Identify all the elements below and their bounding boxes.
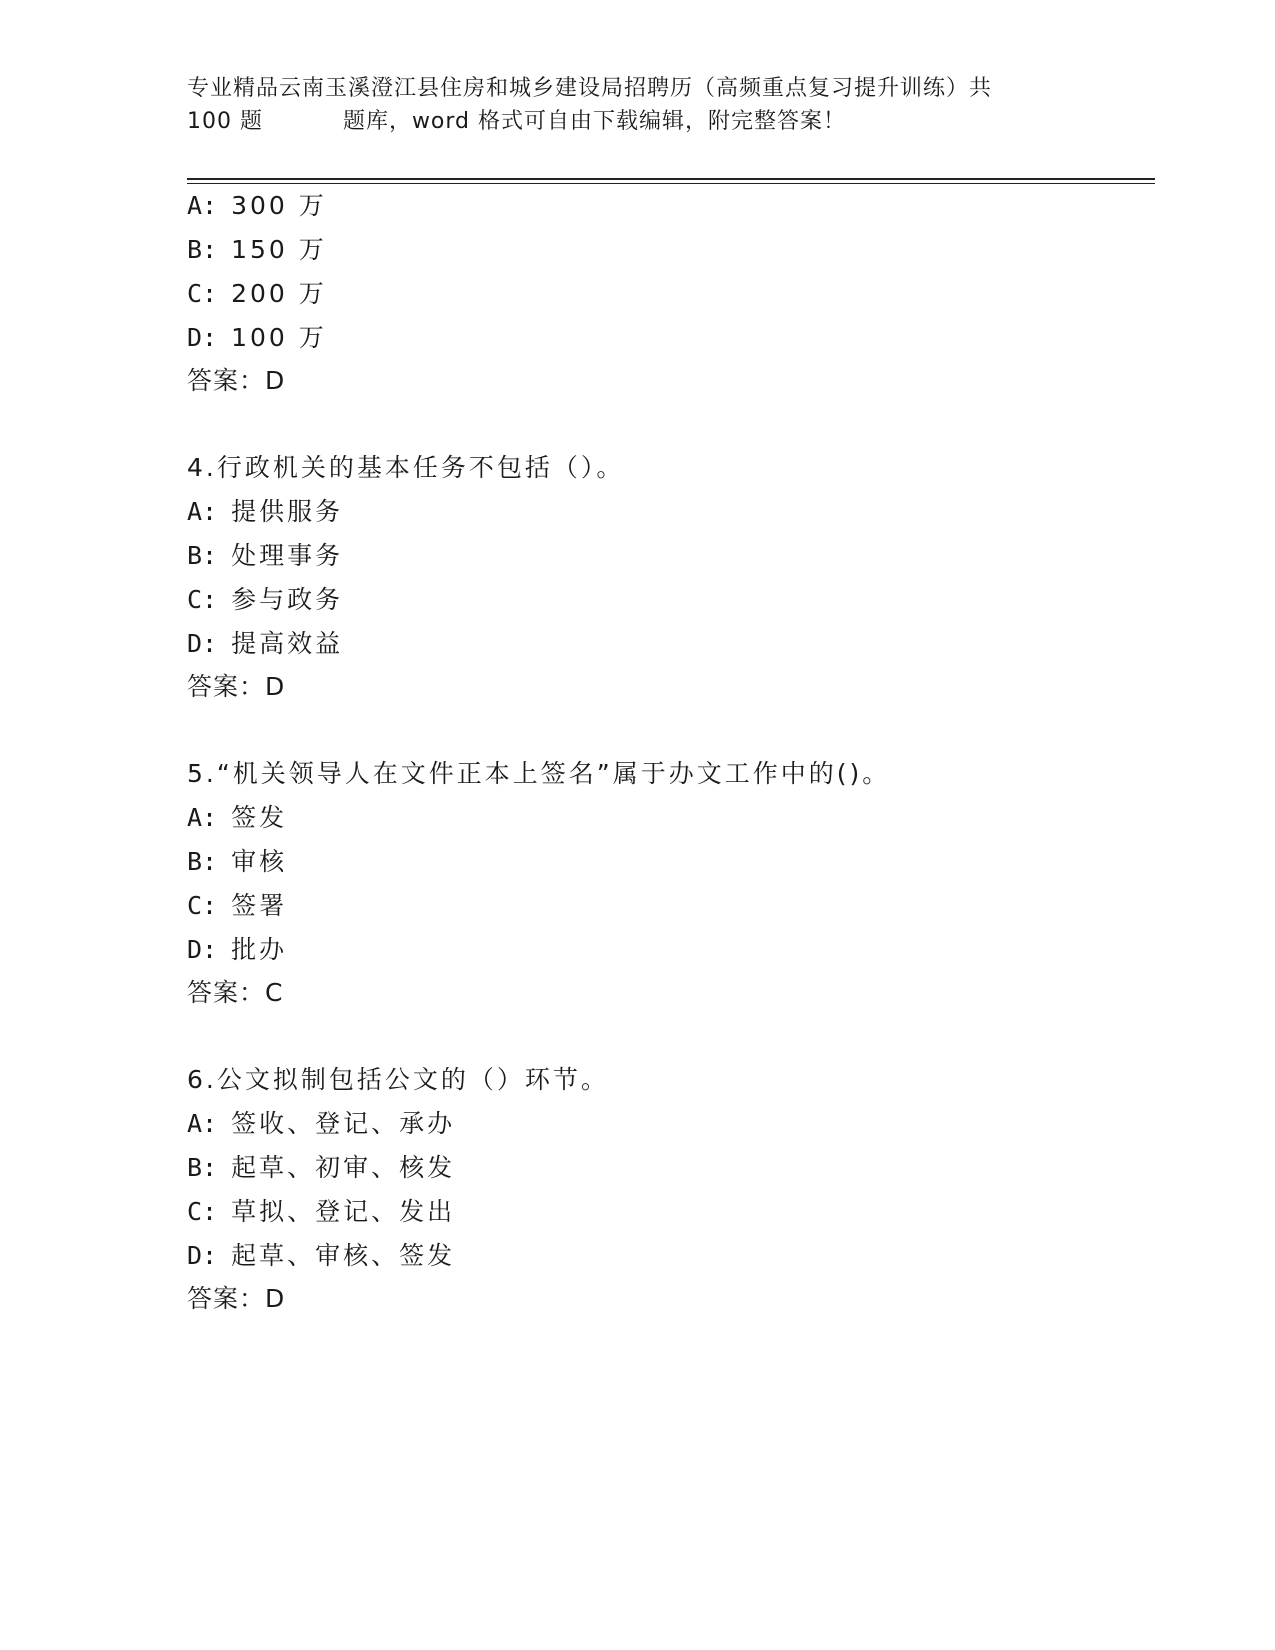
q3-option-b: B: 150 万 xyxy=(187,235,327,264)
q5-option-c: C: 签署 xyxy=(187,891,288,920)
q4-option-c: C: 参与政务 xyxy=(187,585,344,614)
q3-answer: 答案：D xyxy=(187,366,286,395)
q3-option-c: C: 200 万 xyxy=(187,279,327,308)
q4-option-d: D: 提高效益 xyxy=(187,629,344,658)
q6-answer: 答案：D xyxy=(187,1284,286,1313)
q6-option-b: B: 起草、初审、核发 xyxy=(187,1153,456,1182)
q4-option-a: A: 提供服务 xyxy=(187,497,344,526)
question-count: 100 题 xyxy=(187,109,263,134)
q3-option-a: A: 300 万 xyxy=(187,191,327,220)
header-divider-thick xyxy=(187,178,1155,180)
document-header xyxy=(187,72,1087,138)
q6-option-d: D: 起草、审核、签发 xyxy=(187,1241,456,1270)
q4-stem: 4.行政机关的基本任务不包括（）。 xyxy=(187,453,625,482)
q6-stem: 6.公文拟制包括公文的（）环节。 xyxy=(187,1065,609,1094)
q3-option-d: D: 100 万 xyxy=(187,323,327,352)
q5-option-b: B: 审核 xyxy=(187,847,288,876)
q4-option-b: B: 处理事务 xyxy=(187,541,344,570)
q5-stem: 5.“机关领导人在文件正本上签名”属于办文工作中的()。 xyxy=(187,759,891,788)
header-divider-thin xyxy=(187,183,1155,184)
q5-option-a: A: 签发 xyxy=(187,803,288,832)
q6-option-a: A: 签收、登记、承办 xyxy=(187,1109,456,1138)
q4-answer: 答案：D xyxy=(187,672,286,701)
header-title-line2 xyxy=(187,105,1087,138)
q5-option-d: D: 批办 xyxy=(187,935,288,964)
header-description: 题库，word 格式可自由下载编辑，附完整答案！ xyxy=(342,109,847,134)
q5-answer: 答案：C xyxy=(187,978,284,1007)
header-title-line1: 专业精品云南玉溪澄江县住房和城乡建设局招聘历（高频重点复习提升训练）共 xyxy=(187,76,993,101)
q6-option-c: C: 草拟、登记、发出 xyxy=(187,1197,456,1226)
